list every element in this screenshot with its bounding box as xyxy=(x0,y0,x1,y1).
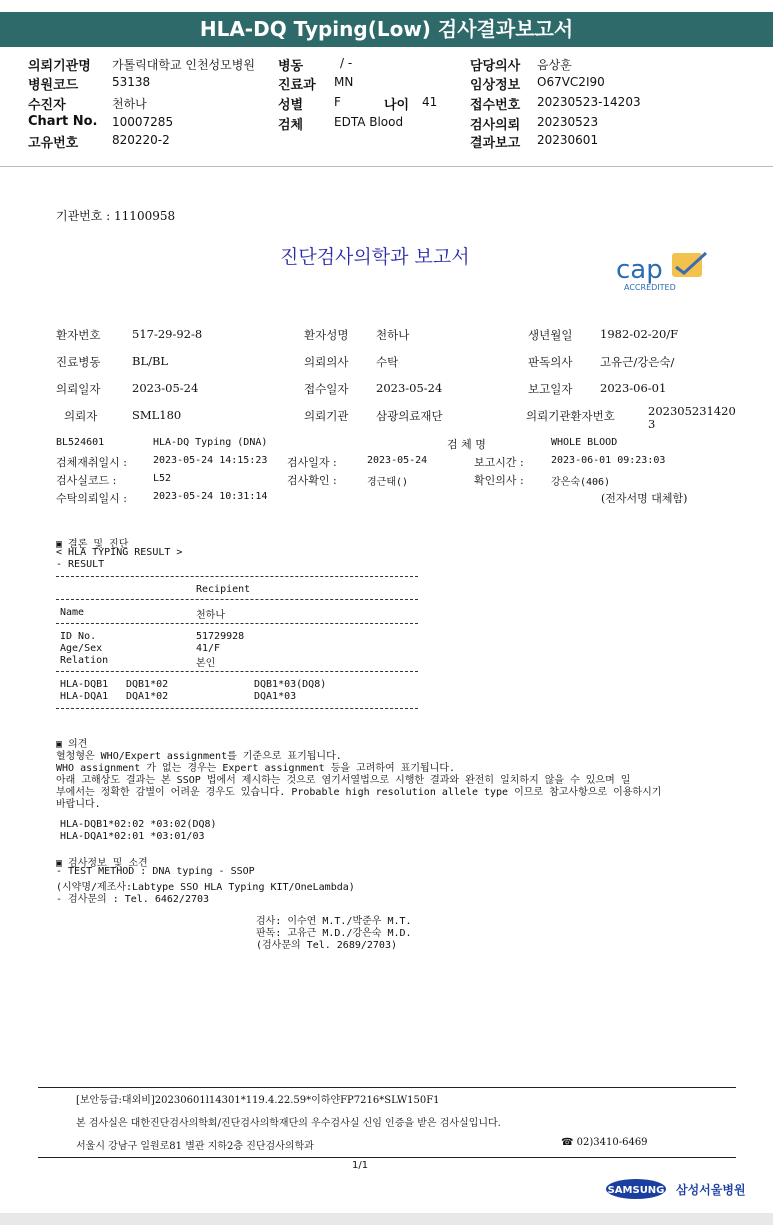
name-value: 천하나 xyxy=(196,610,225,621)
info-label: 의뢰의사 xyxy=(304,355,349,369)
security-line: [보안등급:대외비]20230601l14301*119.4.22.59*이하얀FP7216*SLW150F1 xyxy=(76,1095,440,1106)
info-label: 판독의사 xyxy=(528,355,573,369)
info-label: 환자성명 xyxy=(304,328,349,342)
high-res-line: HLA-DQA1*02:01 *03:01/03 xyxy=(60,831,205,842)
info-label: 접수일자 xyxy=(304,382,349,396)
info-label: 생년월일 xyxy=(528,328,573,342)
dept-report-title: 진단검사의학과 보고서 xyxy=(280,246,470,268)
dqb1-allele-2: DQB1*03(DQ8) xyxy=(254,679,327,690)
divider xyxy=(56,599,418,600)
meta-label: 검사일자 : xyxy=(287,456,337,469)
header-value: 가톨릭대학교 인천성모병원 xyxy=(112,58,255,72)
relation-label: Relation xyxy=(60,655,109,666)
specimen-value: WHOLE BLOOD xyxy=(551,437,618,448)
opinion-line: WHO assignment 가 없는 경우는 Expert assignment 등을 고려하여 표기됩니다. xyxy=(56,763,456,774)
header-value: EDTA Blood xyxy=(334,115,404,129)
meta-label: 검사확인 : xyxy=(287,474,337,487)
agesex-label: Age/Sex xyxy=(60,643,103,654)
cap-accredited-logo xyxy=(614,249,714,295)
header-value: 음상훈 xyxy=(537,58,572,72)
header-value: / - xyxy=(340,56,353,70)
info-value: 고유근/강은숙/ xyxy=(600,355,675,369)
header-value: 10007285 xyxy=(112,115,174,129)
divider xyxy=(56,576,418,577)
divider xyxy=(56,671,418,672)
header-value: 820220-2 xyxy=(112,133,170,147)
meta-label: 검사실코드 : xyxy=(56,474,117,487)
dqa1-allele-2: DQA1*03 xyxy=(254,691,297,702)
section-subtitle: < HLA TYPING RESULT > xyxy=(56,547,183,558)
info-value: 수탁 xyxy=(376,355,399,369)
header-label: 병동 xyxy=(278,59,304,74)
section-title: ▣ 검사정보 및 소견 xyxy=(56,858,148,869)
method-line: - 검사문의 : Tel. 6462/2703 xyxy=(56,894,210,905)
section-title: ▣ 의견 xyxy=(56,739,88,750)
header-value: 20230523-14203 xyxy=(537,95,641,109)
test-code: BL524601 xyxy=(56,437,105,448)
header-value: O67VC2I90 xyxy=(537,75,605,89)
info-value: 2023-05-24 xyxy=(376,381,443,395)
header-label: 의뢰기관명 xyxy=(28,59,91,74)
info-value: SML180 xyxy=(132,408,182,422)
info-value: 천하나 xyxy=(376,328,410,342)
test-name: HLA-DQ Typing (DNA) xyxy=(153,437,268,448)
bottom-bar xyxy=(0,1213,773,1225)
method-line: (시약명/제조사:Labtype SSO HLA Typing KIT/OneLambda) xyxy=(56,882,355,893)
footer-divider xyxy=(38,1157,736,1158)
method-line: - TEST METHOD : DNA typing - SSOP xyxy=(56,866,255,877)
address-text: 서울시 강남구 일원로81 별관 지하2층 진단검사의학과 xyxy=(76,1141,314,1152)
header-label: 병원코드 xyxy=(28,78,79,93)
info-value: 1982-02-20/F xyxy=(600,327,679,341)
certification-text: 본 검사실은 대한진단검사의학회/진단검사의학재단의 우수검사실 신임 인증을 받은 검사실입니다. xyxy=(76,1118,501,1129)
info-value: BL/BL xyxy=(132,354,169,368)
hospital-name: 삼성서울병원 xyxy=(676,1183,746,1197)
relation-value: 본인 xyxy=(196,658,216,669)
id-label: ID No. xyxy=(60,631,97,642)
dqb1-allele-1: DQB1*02 xyxy=(126,679,169,690)
header-label: 검사의뢰 xyxy=(470,118,521,133)
header-label: 나이 xyxy=(384,98,410,113)
samsung-text: SAMSUNG xyxy=(607,1185,665,1196)
cap-sub: ACCREDITED xyxy=(624,283,676,292)
info-value: 3 xyxy=(648,417,656,431)
header-value: MN xyxy=(334,75,354,89)
page-number: 1/1 xyxy=(352,1160,369,1171)
meta-value: L52 xyxy=(153,473,172,484)
specimen-label: 검 체 명 xyxy=(447,438,486,451)
info-label: 환자번호 xyxy=(56,328,101,342)
info-label: 보고일자 xyxy=(528,382,573,396)
header-label: 고유번호 xyxy=(28,136,79,151)
divider xyxy=(56,708,418,709)
institution-number: 기관번호 : 11100958 xyxy=(56,209,176,223)
e-signature-note: (전자서명 대체함) xyxy=(601,492,688,505)
meta-label: 확인의사 : xyxy=(474,474,524,487)
opinion-line: 혈청형은 WHO/Expert assignment를 기준으로 표기됩니다. xyxy=(56,751,342,762)
header-label: 담당의사 xyxy=(470,59,521,74)
header-label: Chart No. xyxy=(28,114,98,129)
phone-text: ☎ 02)3410-6469 xyxy=(561,1137,648,1148)
name-label: Name xyxy=(60,607,85,618)
footer-divider xyxy=(38,1087,736,1088)
signature-line: (검사문의 Tel. 2689/2703) xyxy=(256,940,397,951)
meta-label: 검체재취일시 : xyxy=(56,456,127,469)
info-label: 의뢰기관 xyxy=(304,409,349,423)
info-value: 2023-05-24 xyxy=(132,381,199,395)
signature-line: 판독: 고유근 M.D./강은숙 M.D. xyxy=(256,928,412,939)
info-label: 의뢰일자 xyxy=(56,382,101,396)
header-label: 결과보고 xyxy=(470,136,521,151)
cap-text: cap xyxy=(616,255,663,285)
info-value: 202305231420 xyxy=(648,404,736,418)
agesex-value: 41/F xyxy=(196,643,221,654)
samsung-hospital-logo xyxy=(606,1176,746,1206)
header-value: 20230523 xyxy=(537,115,599,129)
report-title: HLA-DQ Typing(Low) 검사결과보고서 xyxy=(0,12,773,47)
header-label: 성별 xyxy=(278,98,304,113)
dqa1-allele-1: DQA1*02 xyxy=(126,691,169,702)
header-value: 천하나 xyxy=(112,97,147,111)
dqb1-label: HLA-DQB1 xyxy=(60,679,109,690)
meta-label: 보고시간 : xyxy=(474,456,524,469)
info-label: 의뢰기관환자번호 xyxy=(526,409,615,423)
info-label: 의뢰자 xyxy=(64,409,98,423)
meta-value: 2023-05-24 14:15:23 xyxy=(153,455,268,466)
info-label: 진료병동 xyxy=(56,355,101,369)
id-value: 51729928 xyxy=(196,631,245,642)
section-subtitle: - RESULT xyxy=(56,559,105,570)
header-value: F xyxy=(334,95,341,109)
meta-value: 경근태() xyxy=(367,477,409,488)
header-label: 수진자 xyxy=(28,98,66,113)
opinion-line: 부에서는 정확한 감별이 어려운 경우도 있습니다. Probable high resolution allele type 이므로 참고사항으로 이용하시기 xyxy=(56,787,662,798)
info-value: 517-29-92-8 xyxy=(132,327,203,341)
meta-value: 2023-05-24 10:31:14 xyxy=(153,491,268,502)
table-header: Recipient xyxy=(196,584,251,595)
high-res-line: HLA-DQB1*02:02 *03:02(DQ8) xyxy=(60,819,217,830)
meta-label: 수탁의뢰일시 : xyxy=(56,492,127,505)
header-label: 접수번호 xyxy=(470,98,521,113)
info-value: 2023-06-01 xyxy=(600,381,667,395)
divider xyxy=(56,623,418,624)
header-value: 41 xyxy=(422,95,438,109)
meta-value: 2023-06-01 09:23:03 xyxy=(551,455,666,466)
header-value: 20230601 xyxy=(537,133,599,147)
header-panel xyxy=(0,48,773,167)
header-label: 검체 xyxy=(278,118,304,133)
info-value: 삼광의료재단 xyxy=(376,409,443,423)
opinion-line: 바랍니다. xyxy=(56,799,101,810)
header-value: 53138 xyxy=(112,75,151,89)
meta-value: 2023-05-24 xyxy=(367,455,428,466)
signature-line: 검사: 이수연 M.T./박준우 M.T. xyxy=(256,916,412,927)
section-title: ▣ 결론 및 진단 xyxy=(56,539,129,550)
opinion-line: 아래 고해상도 결과는 본 SSOP 법에서 제시하는 것으로 염기서열법으로 시행한 결과와 완전히 일치하지 않을 수 있으며 일 xyxy=(56,775,631,786)
dqa1-label: HLA-DQA1 xyxy=(60,691,109,702)
header-row xyxy=(28,55,91,74)
header-label: 임상정보 xyxy=(470,78,521,93)
header-label: 진료과 xyxy=(278,78,316,93)
meta-value: 강은숙(406) xyxy=(551,477,611,488)
